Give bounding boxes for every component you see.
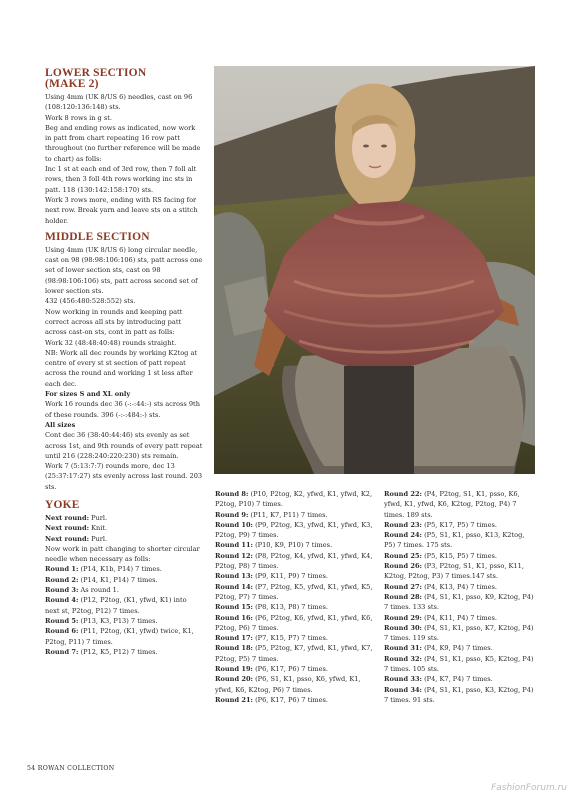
row-instructions: (P14, K1b, P14) 7 times. <box>78 565 162 574</box>
row-instructions: (P11, P2tog, (K1, yfwd) twice, K1, P2tog, P11) 7 times. <box>45 627 194 646</box>
row-instructions: (P6, P2tog, K6, yfwd, K1, yfwd, K6, P2tog, P6) 7 times. <box>215 613 373 632</box>
row-instructions: (P4, S1, K1, psso, K5, K2tog, P4) 7 times. 105 sts. <box>384 654 534 674</box>
paragraph: 432 (456:480:528:552) sts. <box>45 297 136 306</box>
pattern-row <box>215 695 375 705</box>
pattern-row <box>384 520 536 530</box>
row-instructions: (P10, P2tog, K2, yfwd, K1, yfwd, K2, P2tog, P10) 7 times. <box>215 490 373 509</box>
pattern-row <box>45 513 203 523</box>
row-label: Round 29: <box>384 613 422 622</box>
row-label: Round 21: <box>215 695 253 704</box>
model-photo-illustration <box>214 66 535 474</box>
row-instructions: (P6, K17, P6) 7 times. <box>252 665 328 674</box>
pattern-row <box>215 674 375 695</box>
pattern-row <box>215 643 375 664</box>
row-label: Round 15: <box>215 603 253 612</box>
lower-section-body <box>45 92 203 226</box>
pattern-row <box>45 616 203 626</box>
row-label: Round 27: <box>384 582 422 591</box>
row-label: Round 25: <box>384 551 422 560</box>
pattern-row <box>45 626 203 647</box>
row-label: Round 5: <box>45 616 79 625</box>
row-label: Round 34: <box>384 685 422 694</box>
row-label: Round 4: <box>45 596 79 605</box>
row-label: Next round: <box>45 513 89 522</box>
all-sizes-label: All sizes <box>45 420 76 429</box>
row-instructions: (P10, K9, P10) 7 times. <box>252 541 333 550</box>
row-label: Round 7: <box>45 647 79 656</box>
row-instructions: (P4, S1, K1, psso, K7, K2tog, P4) 7 times. 119 sts. <box>384 623 534 643</box>
pattern-row <box>215 582 375 603</box>
pattern-row <box>45 575 203 585</box>
row-instructions: (P6, S1, K1, psso, K6, yfwd, K1, yfwd, K6, K2tog, P6) 7 times. <box>215 675 361 694</box>
pattern-row <box>45 534 203 544</box>
pattern-row <box>215 664 375 674</box>
row-label: Round 32: <box>384 654 422 663</box>
row-instructions: (P13, K3, P13) 7 times. <box>78 616 158 625</box>
pattern-row <box>384 561 536 582</box>
pattern-row <box>215 571 375 581</box>
row-instructions: (P8, K13, P8) 7 times. <box>252 603 328 612</box>
paragraph: Work 32 (48:48:40:48) rounds straight. <box>45 338 177 347</box>
row-label: Round 30: <box>384 623 422 632</box>
pattern-row <box>384 674 536 684</box>
all-sizes-body <box>45 430 203 492</box>
row-label: Round 3: <box>45 586 79 595</box>
row-label: Round 26: <box>384 562 422 571</box>
pattern-row <box>215 520 375 541</box>
pattern-row <box>384 623 536 644</box>
middle-section-title: MIDDLE SECTION <box>45 230 150 243</box>
yoke-body <box>45 513 203 657</box>
paragraph: Cont dec 36 (38:40:44:46) sts evenly as set across 1st, and 9th rounds of every patt repeat until 216 (228:240:220:230) sts remain. <box>45 431 203 460</box>
row-label: Round 16: <box>215 613 253 622</box>
row-instructions: (P9, K11, P9) 7 times. <box>252 572 328 581</box>
paragraph: NB: Work all dec rounds by working K2tog at centre of every st st section of patt repeat across the round and working 1 st less after each dec. <box>45 348 198 388</box>
row-label: Round 33: <box>384 675 422 684</box>
row-label: Round 10: <box>215 520 253 529</box>
pattern-row <box>384 592 536 613</box>
row-label: Round 12: <box>215 551 253 560</box>
row-instructions: Purl. <box>89 513 108 522</box>
lower-section-title: LOWER SECTION <box>45 67 147 79</box>
row-instructions: (P8, P2tog, K4, yfwd, K1, yfwd, K4, P2tog, P8) 7 times. <box>215 551 373 571</box>
pattern-row <box>215 510 375 520</box>
right-column <box>384 489 536 705</box>
row-label: Round 14: <box>215 582 253 591</box>
pattern-row <box>384 551 536 561</box>
row-instructions: (P11, K7, P11) 7 times. <box>248 510 328 519</box>
sizes-paragraph: Work 16 rounds dec 36 (-:-:44:-) sts across 9th of these rounds. 396 (-:-:484:-) sts. <box>45 400 200 419</box>
row-instructions: (P4, S1, K1, psso, K3, K2tog, P4) 7 times. 91 sts. <box>384 685 534 704</box>
pattern-row <box>215 540 375 550</box>
paragraph: Work 8 rows in g st. <box>45 113 112 122</box>
row-label: Round 13: <box>215 572 253 581</box>
page-footer: 54 ROWAN COLLECTION <box>27 765 115 772</box>
row-label: Round 8: <box>215 490 249 498</box>
middle-column <box>215 489 375 705</box>
model-photo <box>214 66 535 474</box>
row-label: Round 19: <box>215 665 253 674</box>
row-label: Round 23: <box>384 520 422 529</box>
row-instructions: (P4, K11, P4) 7 times. <box>421 613 497 622</box>
pattern-row <box>384 685 536 706</box>
pattern-row <box>45 595 203 616</box>
row-instructions: (P5, K17, P5) 7 times. <box>421 520 497 529</box>
row-instructions: Now work in patt changing to shorter circular needle when necessary as folls: <box>45 544 200 564</box>
row-instructions: (P3, P2tog, S1, K1, psso, K11, K2tog, P2tog, P3) 7 times.147 sts. <box>384 562 524 581</box>
pattern-row <box>45 544 203 565</box>
row-instructions: (P4, S1, K1, psso, K9, K2tog, P4) 7 times. 133 sts. <box>384 592 534 612</box>
pattern-row <box>384 489 536 520</box>
pattern-row <box>215 602 375 612</box>
row-instructions: (P12, K5, P12) 7 times. <box>78 647 158 656</box>
paragraph: Using 4mm (UK 8/US 6) long circular needle, cast on 98 (98:98:106:106) sts, patt across one set of lower section sts, cast on 98 (98:98:106:106) sts, patt across second set of lower section sts. <box>45 245 203 296</box>
pattern-row <box>45 585 203 595</box>
paragraph: Inc 1 st at each end of 3rd row, then 7 foll alt rows, then 3 foll 4th rows working inc sts in patt. 118 (130:142:158:170) sts. <box>45 165 197 194</box>
row-instructions: (P4, K7, P4) 7 times. <box>421 675 493 684</box>
row-instructions: (P6, K17, P6) 7 times. <box>252 695 328 704</box>
paragraph: Work 3 rows more, ending with RS facing for next row. Break yarn and leave sts on a stitch holder. <box>45 195 198 225</box>
row-label: Round 31: <box>384 644 422 653</box>
yoke-title: YOKE <box>45 498 80 511</box>
row-label: Next round: <box>45 524 89 533</box>
row-label: Round 17: <box>215 634 253 643</box>
paragraph: Work 7 (5:13:7:7) rounds more, dec 13 (25:37:17:27) sts evenly across last round. 203 sts. <box>45 462 203 491</box>
pattern-row <box>215 551 375 572</box>
row-label: Round 1: <box>45 565 79 574</box>
row-instructions: Knit. <box>89 524 108 533</box>
row-label: Round 28: <box>384 592 422 601</box>
row-label: Round 24: <box>384 531 422 540</box>
row-instructions: (P4, K9, P4) 7 times. <box>421 644 493 653</box>
pattern-row <box>215 613 375 634</box>
row-instructions: (P5, S1, K1, psso, K13, K2tog, P5) 7 times. 175 sts. <box>384 531 525 550</box>
row-instructions: (P7, K15, P7) 7 times. <box>252 634 328 643</box>
pattern-row <box>384 643 536 653</box>
pattern-row <box>45 564 203 574</box>
row-label: Next round: <box>45 534 89 543</box>
pattern-row <box>384 530 536 551</box>
pattern-row <box>215 633 375 643</box>
pattern-row <box>45 647 203 657</box>
pattern-row <box>384 582 536 592</box>
row-instructions: (P5, K15, P5) 7 times. <box>421 551 497 560</box>
row-label: Round 11: <box>215 541 253 550</box>
row-instructions: Purl. <box>89 534 108 543</box>
row-instructions: (P4, P2tog, S1, K1, psso, K6, yfwd, K1, yfwd, K6, K2tog, P2tog, P4) 7 times. 189 sts. <box>384 490 520 519</box>
watermark: FashionForum.ru <box>491 783 567 793</box>
left-column <box>45 68 203 657</box>
row-label: Round 20: <box>215 675 253 684</box>
row-label: Round 6: <box>45 627 79 636</box>
pattern-row <box>45 523 203 533</box>
row-label: Round 2: <box>45 575 79 584</box>
paragraph: Beg and ending rows as indicated, now work in patt from chart repeating 16 row patt throughout (no further reference will be made to chart) as folls: <box>45 123 201 163</box>
middle-section-body <box>45 245 203 389</box>
pattern-row <box>384 613 536 623</box>
lower-section-subtitle: (MAKE 2) <box>45 78 99 90</box>
row-instructions: As round 1. <box>78 586 119 595</box>
sizes-label: For sizes S and XL only <box>45 390 131 399</box>
row-instructions: (P14, K1, P14) 7 times. <box>78 575 158 584</box>
row-instructions: (P4, K13, P4) 7 times. <box>421 582 497 591</box>
pattern-row <box>384 654 536 675</box>
pattern-row <box>215 489 375 510</box>
row-label: Round 22: <box>384 490 422 498</box>
paragraph: Now working in rounds and keeping patt correct across all sts by introducing patt across cast-on sts, cont in patt as folls: <box>45 307 183 337</box>
paragraph: Using 4mm (UK 8/US 6) needles, cast on 96 (108:120:136:148) sts. <box>45 93 193 112</box>
row-label: Round 18: <box>215 644 253 653</box>
row-instructions: (P12, P2tog, (K1, yfwd, K1) into next st, P2tog, P12) 7 times. <box>45 596 187 615</box>
row-instructions: (P7, P2tog, K5, yfwd, K1, yfwd, K5, P2tog, P7) 7 times. <box>215 582 373 601</box>
row-instructions: (P5, P2tog, K7, yfwd, K1, yfwd, K7, P2tog, P5) 7 times. <box>215 644 373 663</box>
row-label: Round 9: <box>215 510 249 519</box>
row-instructions: (P9, P2tog, K3, yfwd, K1, yfwd, K3, P2tog, P9) 7 times. <box>215 520 373 540</box>
